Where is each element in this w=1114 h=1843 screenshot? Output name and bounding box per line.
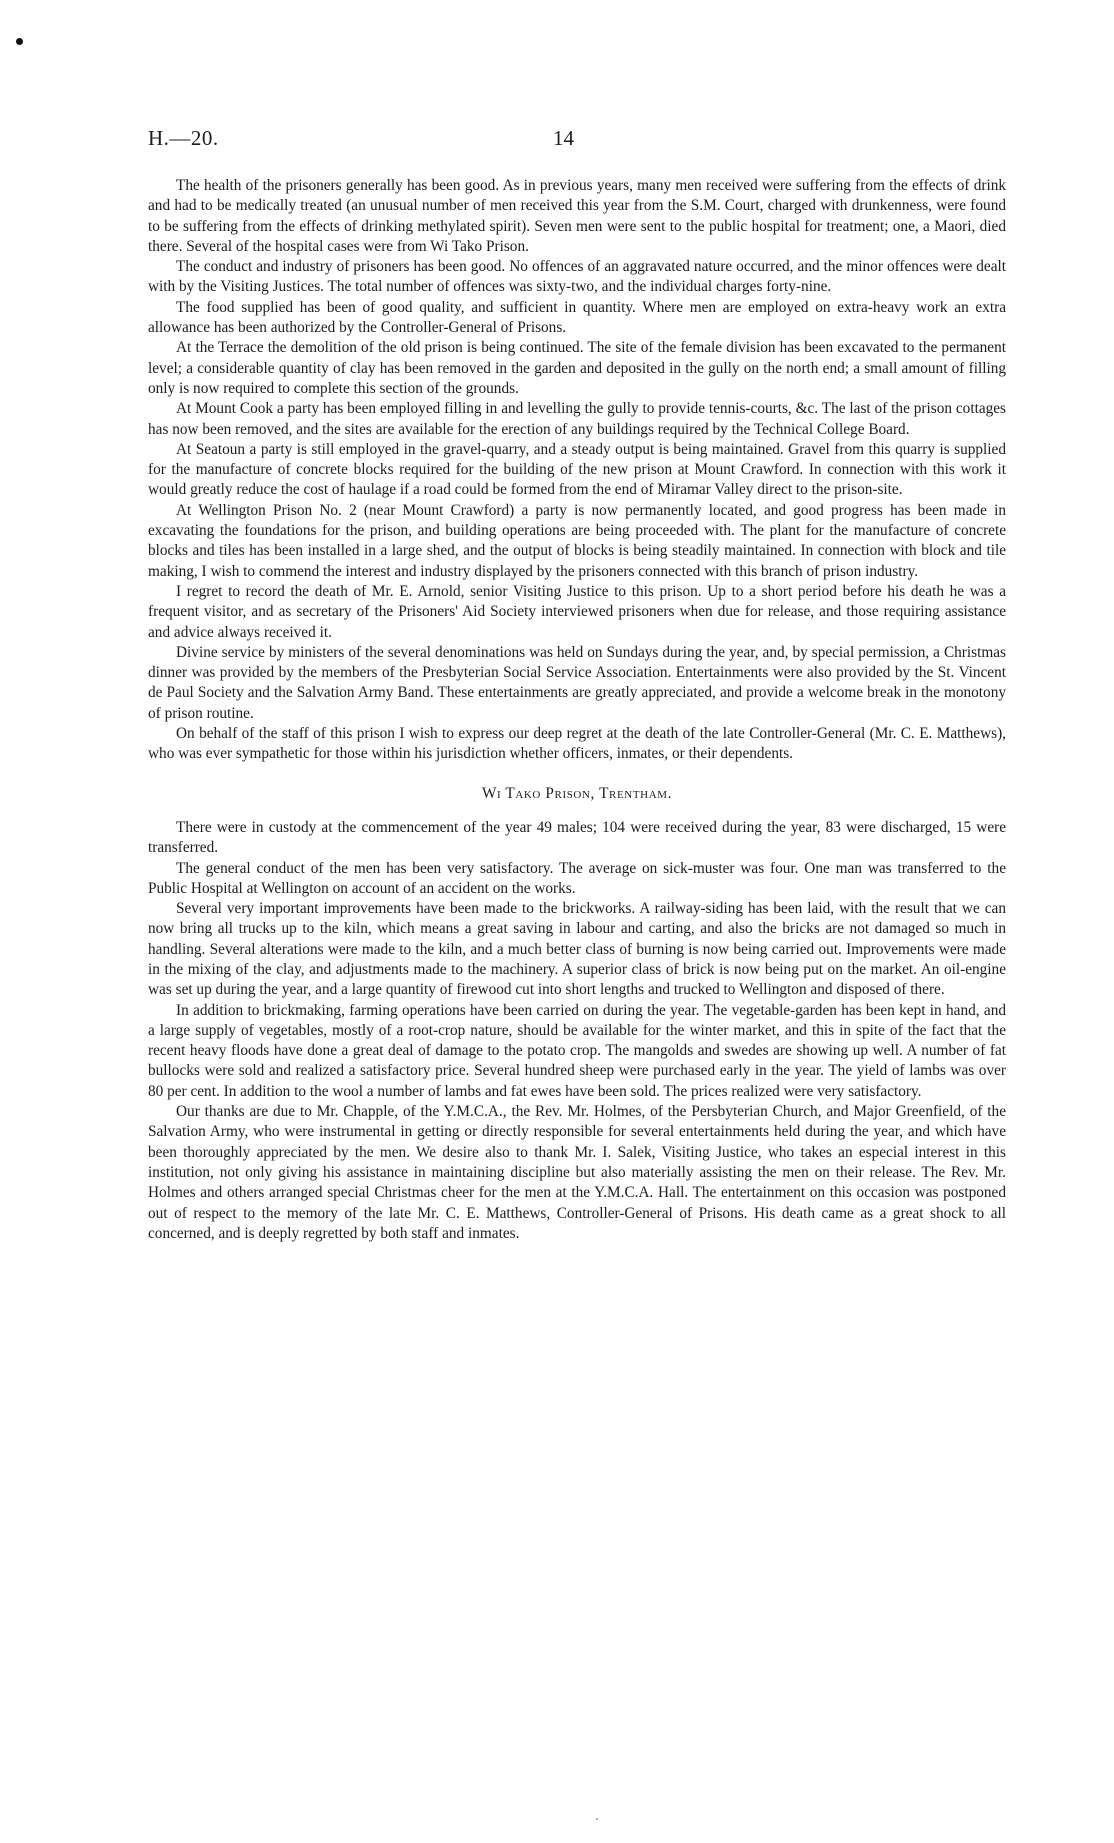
paragraph-arnold-death: I regret to record the death of Mr. E. Arnold, senior Visiting Justice to this prison. Up to a short period before his death he was a frequent visitor, and as secretary of the Prisoners' Aid Society interviewed prisoners when due for release, and those requiring assistance and advice always received it. (148, 582, 1006, 641)
paragraph-thanks: Our thanks are due to Mr. Chapple, of the Y.M.C.A., the Rev. Mr. Holmes, of the Persbyterian Church, and Major Greenfield, of the Salvation Army, who were instrumental in getting or directly responsible for several entertainments held during the year, and which have been thoroughly appreciated by the men. We desire also to thank Mr. I. Salek, Visiting Justice, who takes an especial interest in this institution, not only giving his assistance in maintaining discipline but also materially assisting the men on their release. The Rev. Mr. Holmes and others arranged special Christmas cheer for the men at the Y.M.C.A. Hall. The entertainment on this occasion was postponed out of respect to the memory of the late Mr. C. E. Matthews, Controller-General of Prisons. His death came as a great shock to all concerned, and is deeply regretted by both staff and inmates. (148, 1103, 1006, 1242)
paragraph-wellington-prison-2: At Wellington Prison No. 2 (near Mount Crawford) a party is now permanently located, and good progress has been made in excavating the foundations for the prison, and building operations are being proceeded with. The plant for the manufacture of concrete blocks and tiles has been installed in a large shed, and the output of blocks is being steadily maintained. In connection with block and tile making, I wish to commend the interest and industry displayed by the prisoners connected with this branch of prison industry. (148, 501, 1006, 580)
page-number: 14 (553, 126, 574, 150)
paragraph-general-conduct: The general conduct of the men has been very satisfactory. The average on sick-muster was four. One man was transferred to the Public Hospital at Wellington on account of an accident on the works. (148, 859, 1006, 897)
paragraph-conduct: The conduct and industry of prisoners has been good. No offences of an aggravated nature occurred, and the minor offences were dealt with by the Visiting Justices. The total number of offences was sixty-two, and the individual charges forty-nine. (148, 258, 1006, 296)
paragraph-staff-regret: On behalf of the staff of this prison I wish to express our deep regret at the death of the late Controller-General (Mr. C. E. Matthews), who was ever sympathetic for those within his jurisdiction whether officers, inmates, or their dependents. (148, 725, 1006, 763)
page-mark (16, 38, 23, 45)
paragraph-divine-service: Divine service by ministers of the several denominations was held on Sundays during the year, and, by special permission, a Christmas dinner was provided by the members of the Presbyterian Social Service Association. Entertainments were also provided by the St. Vincent de Paul Society and the Salvation Army Band. These entertainments are greatly appreciated, and provide a welcome break in the monotony of prison routine. (148, 643, 1006, 722)
report-body (148, 176, 1006, 1244)
paragraph-custody: There were in custody at the commencement of the year 49 males; 104 were received during the year, 83 were discharged, 15 were transferred. (148, 818, 1006, 857)
paragraph-terrace: At the Terrace the demolition of the old prison is being continued. The site of the female division has been excavated to the permanent level; a considerable quantity of clay has been removed in the garden and deposited in the gully on the north end; a small amount of filling only is now required to complete this section of the grounds. (148, 339, 1006, 397)
paragraph-mount-cook: At Mount Cook a party has been employed filling in and levelling the gully to provide tennis-courts, &c. The last of the prison cottages has now been removed, and the sites are available for the erection of any buildings required by the Technical College Board. (148, 400, 1006, 438)
paragraph-brickworks: Several very important improvements have been made to the brickworks. A railway-siding has been laid, with the result that we can now bring all trucks up to the kiln, which means a great saving in labour and carting, and also the bricks are not damaged so much in handling. Several alterations were made to the kiln, and a much better class of burning is now being carried out. Improvements were made in the mixing of the clay, and adjustments made to the machinery. A superior class of brick is now being put on the market. An oil-engine was set up during the year, and a large quantity of firewood cut into short lengths and trucked to Wellington and disposed of there. (148, 900, 1006, 999)
paragraph-farming: In addition to brickmaking, farming operations have been carried on during the year. The vegetable-garden has been kept in hand, and a large supply of vegetables, mostly of a root-crop nature, should be available for the winter market, and this in spite of the fact that the recent heavy floods have done a great deal of damage to the potato crop. The mangolds and swedes are showing up well. A number of fat bullocks were sold and realized a satisfactory price. Several hundred sheep were purchased early in the year. The yield of lambs was over 80 per cent. In addition to the wool a number of lambs and fat ewes have been sold. The prices realized were very satisfactory. (148, 1001, 1006, 1100)
document-reference: H.—20. (148, 126, 219, 150)
scan-speck (596, 1818, 598, 1820)
paragraph-health: The health of the prisoners generally has been good. As in previous years, many men received were suffering from the effects of drink and had to be medically treated (an unusual number of men received this year from the S.M. Court, charged with drunkenness, were found to be suffering from the effects of drinking methylated spirit). Seven men were sent to the public hospital for treatment; one, a Maori, died there. Several of the hospital cases were from Wi Tako Prison. (148, 177, 1006, 255)
paragraph-seatoun: At Seatoun a party is still employed in the gravel-quarry, and a steady output is being maintained. Gravel from this quarry is supplied for the manufacture of concrete blocks required for the building of the new prison at Mount Crawford. In connection with this work it would greatly reduce the cost of haulage if a road could be formed from the end of Miramar Valley direct to the prison-site. (148, 440, 1006, 499)
paragraph-food: The food supplied has been of good quality, and sufficient in quantity. Where men are employed on extra-heavy work an extra allowance has been authorized by the Controller-General of Prisons. (148, 298, 1006, 337)
page-header (148, 126, 1006, 156)
section-heading-wi-tako: Wi Tako Prison, Trentham. (481, 784, 673, 802)
